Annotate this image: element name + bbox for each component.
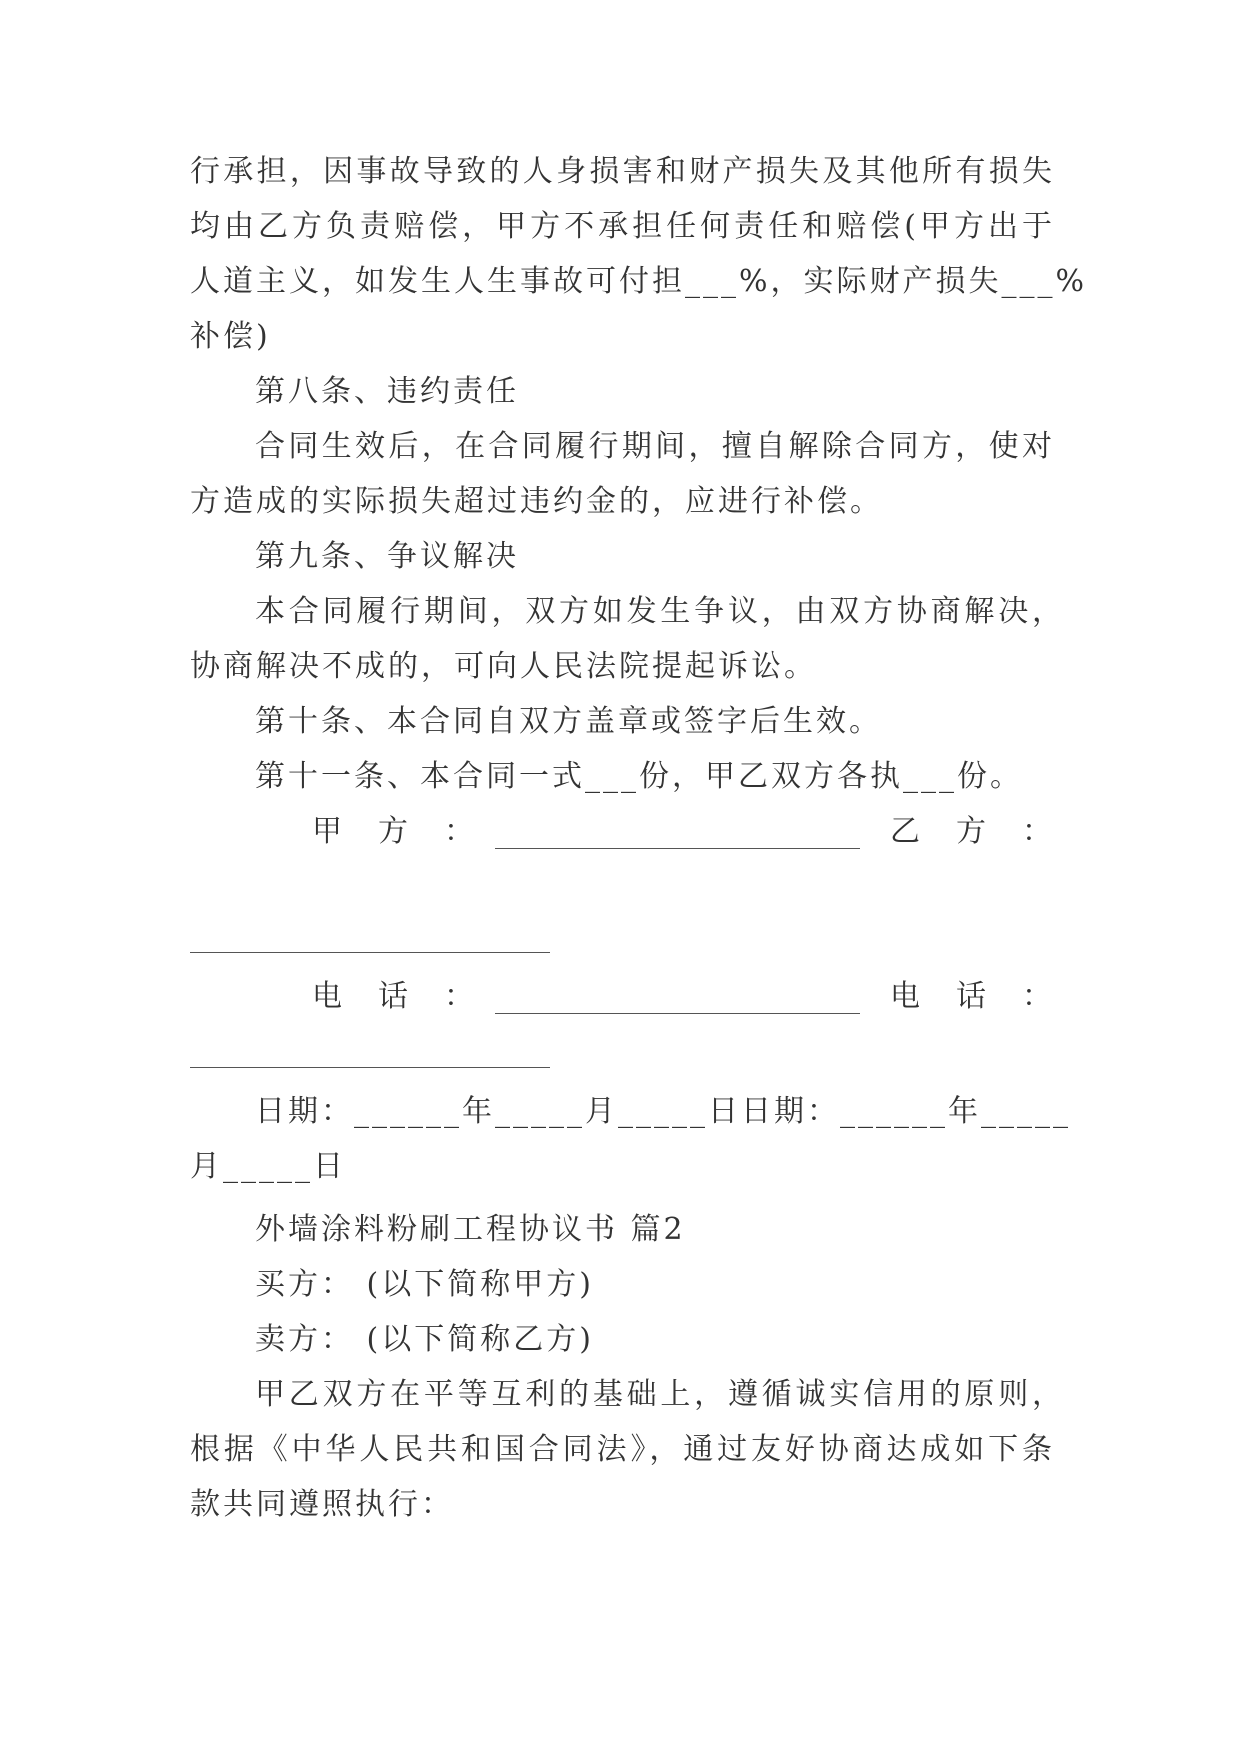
body-line-2: 均由乙方负责赔偿，甲方不承担任何责任和赔偿(甲方出于	[190, 209, 1055, 244]
intro-line-1: 甲乙双方在平等互利的基础上，遵循诚实信用的原则，	[255, 1377, 1065, 1412]
article-9-line-1: 本合同履行期间，双方如发生争议，由双方协商解决，	[255, 594, 1065, 629]
signature-party-row	[0, 812, 1241, 852]
party-b-blank	[190, 952, 550, 953]
buyer-line: 买方： (以下简称甲方)	[255, 1267, 594, 1302]
intro-line-3: 款共同遵照执行：	[190, 1487, 454, 1522]
phone-b-blank	[190, 1067, 550, 1068]
body-line-3: 人道主义，如发生人生事故可付担___%，实际财产损失___%	[190, 264, 1088, 299]
phone-a-blank	[495, 1013, 860, 1014]
date-line-2: 月_____日	[190, 1149, 346, 1184]
party-a-blank	[495, 848, 860, 849]
phone-a-label: 电 话 ：	[312, 979, 477, 1014]
body-line-4: 补偿)	[190, 319, 271, 354]
article-10: 第十条、本合同自双方盖章或签字后生效。	[255, 704, 882, 739]
party-b-label: 乙 方 ：	[890, 814, 1055, 849]
section-2-title: 外墙涂料粉刷工程协议书 篇2	[255, 1212, 686, 1247]
body-line-1: 行承担，因事故导致的人身损害和财产损失及其他所有损失	[190, 154, 1055, 189]
seller-line: 卖方： (以下简称乙方)	[255, 1322, 594, 1357]
intro-line-2: 根据《中华人民共和国合同法》，通过友好协商达成如下条	[190, 1432, 1055, 1467]
signature-phone-row	[0, 977, 1241, 1017]
article-8-line-2: 方造成的实际损失超过违约金的，应进行补偿。	[190, 484, 883, 519]
article-8-heading: 第八条、违约责任	[255, 374, 519, 409]
article-9-line-2: 协商解决不成的，可向人民法院提起诉讼。	[190, 649, 817, 684]
phone-b-label: 电 话 ：	[890, 979, 1055, 1014]
article-8-line-1: 合同生效后，在合同履行期间，擅自解除合同方，使对	[255, 429, 1055, 464]
party-a-label: 甲 方 ：	[312, 814, 477, 849]
article-11: 第十一条、本合同一式___份，甲乙双方各执___份。	[255, 759, 1023, 794]
article-9-heading: 第九条、争议解决	[255, 539, 519, 574]
date-line-1: 日期：______年_____月_____日日期：______年_____	[255, 1094, 1071, 1129]
